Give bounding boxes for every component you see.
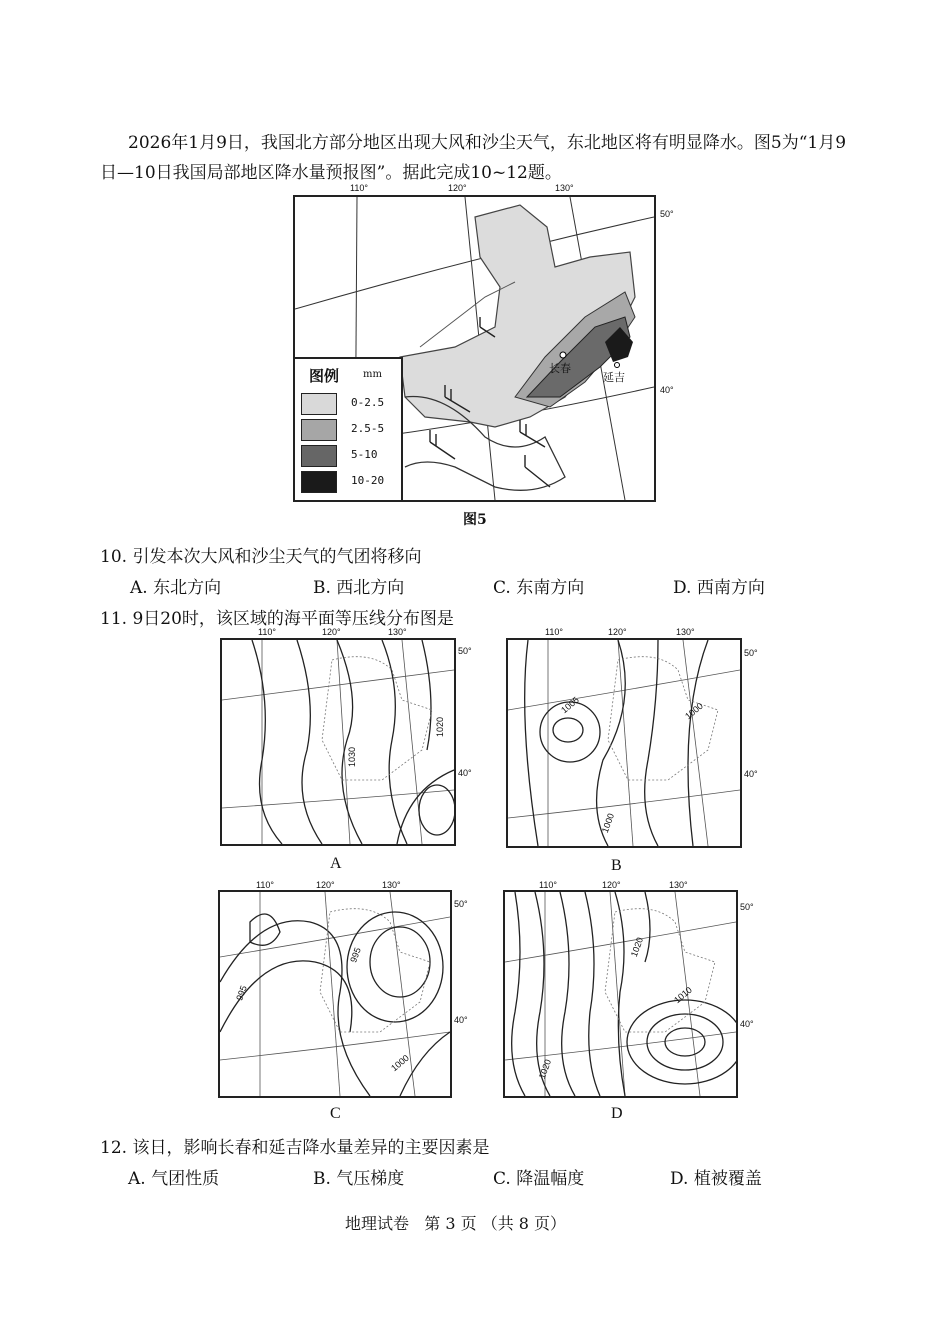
fig5-lon-110: 110° [350, 183, 368, 193]
q10-option-d[interactable]: D. 西南方向 [673, 578, 765, 598]
map-b-isobar-1000: 1000 [683, 700, 705, 722]
legend-swatch [301, 393, 337, 415]
map-d-lat-50: 50° [740, 902, 754, 912]
map-d-lat-40: 40° [740, 1019, 754, 1029]
legend-item [301, 445, 397, 467]
map-c-lon-120: 120° [316, 880, 335, 890]
map-legend [295, 357, 403, 501]
changchun-dot [560, 352, 566, 358]
map-d-isobar-1010: 1010 [672, 984, 694, 1006]
legend-item [301, 419, 397, 441]
map-a-label[interactable]: A [330, 855, 342, 872]
legend-swatch [301, 419, 337, 441]
yanji-dot [615, 363, 620, 368]
map-b-lon-130: 130° [676, 627, 695, 637]
map-c-isobar-995: 995 [234, 984, 249, 1002]
fig5-lon-120: 120° [448, 183, 467, 193]
q12-option-b[interactable]: B. 气压梯度 [313, 1169, 405, 1189]
city-yanji: 延吉 [603, 372, 625, 384]
map-c-label[interactable]: C [330, 1105, 341, 1122]
map-c-lat-50: 50° [454, 899, 468, 909]
map-c-lat-40: 40° [454, 1015, 468, 1025]
q12-option-c[interactable]: C. 降温幅度 [493, 1169, 585, 1189]
fig5-lat-40: 40° [660, 385, 674, 395]
map-d-label[interactable]: D [611, 1105, 623, 1122]
legend-label: 0-2.5 [351, 396, 385, 409]
isobar-map-d[interactable] [503, 890, 738, 1098]
legend-label: 2.5-5 [351, 422, 385, 435]
map-b-lat-50: 50° [744, 648, 758, 658]
legend-swatch [301, 445, 337, 467]
q11-stem: 11. 9日20时，该区域的海平面等压线分布图是 [100, 609, 454, 629]
map-a-lat-50: 50° [458, 646, 472, 656]
fig5-lat-50: 50° [660, 209, 674, 219]
q10-option-b[interactable]: B. 西北方向 [313, 578, 405, 598]
map-d-lon-120: 120° [602, 880, 621, 890]
intro-line-2: 日—10日我国局部地区降水量预报图”。据此完成10~12题。 [100, 163, 562, 183]
map-b-lon-110: 110° [545, 627, 563, 637]
fig5-lon-130: 130° [555, 183, 574, 193]
legend-title: 图例 [309, 367, 340, 385]
map-c-isobar-1000: 1000 [389, 1052, 411, 1074]
map-a-lon-110: 110° [258, 627, 276, 637]
map-a-isobar-1020: 1020 [435, 716, 446, 738]
map-d-lon-130: 130° [669, 880, 688, 890]
map-d-isobar-1020: 1020 [628, 935, 646, 959]
q12-stem: 12. 该日，影响长春和延吉降水量差异的主要因素是 [100, 1138, 490, 1158]
map-b-lat-40: 40° [744, 769, 758, 779]
map-a-lat-40: 40° [458, 768, 472, 778]
legend-item [301, 393, 397, 415]
figure-5-caption: 图5 [463, 512, 487, 528]
q10-option-c[interactable]: C. 东南方向 [493, 578, 585, 598]
map-b-isobar-1000-b: 1000 [599, 811, 617, 835]
map-c-lon-110: 110° [256, 880, 274, 890]
map-d-isobar-1020-b: 1020 [536, 1057, 554, 1081]
isobar-map-a[interactable] [220, 638, 456, 846]
isobar-map-b[interactable] [506, 638, 742, 848]
legend-label: 5-10 [351, 448, 378, 461]
q12-option-a[interactable]: A. 气团性质 [128, 1169, 220, 1189]
legend-label: 10-20 [351, 474, 385, 487]
q10-option-a[interactable]: A. 东北方向 [130, 578, 222, 598]
intro-line-1: 2026年1月9日，我国北方部分地区出现大风和沙尘天气，东北地区将有明显降水。图5为“1月9 [128, 133, 847, 153]
map-a-lon-130: 130° [388, 627, 407, 637]
map-a-isobar-1030: 1030 [347, 746, 358, 768]
page-footer: 地理试卷 第 3 页 （共 8 页） [345, 1214, 567, 1233]
isobar-map-c[interactable] [218, 890, 452, 1098]
map-d-lon-110: 110° [539, 880, 557, 890]
legend-unit: mm [363, 369, 382, 380]
map-b-label[interactable]: B [611, 857, 622, 874]
precipitation-map [293, 195, 656, 502]
q10-stem: 10. 引发本次大风和沙尘天气的气团将移向 [100, 547, 422, 567]
legend-item [301, 471, 397, 493]
map-a-lon-120: 120° [322, 627, 341, 637]
map-b-isobar-1005: 1005 [559, 694, 581, 716]
legend-swatch [301, 471, 337, 493]
map-c-isobar-995-b: 995 [348, 946, 363, 964]
q12-option-d[interactable]: D. 植被覆盖 [670, 1169, 762, 1189]
map-c-lon-130: 130° [382, 880, 401, 890]
city-changchun: 长春 [549, 363, 571, 375]
map-b-lon-120: 120° [608, 627, 627, 637]
